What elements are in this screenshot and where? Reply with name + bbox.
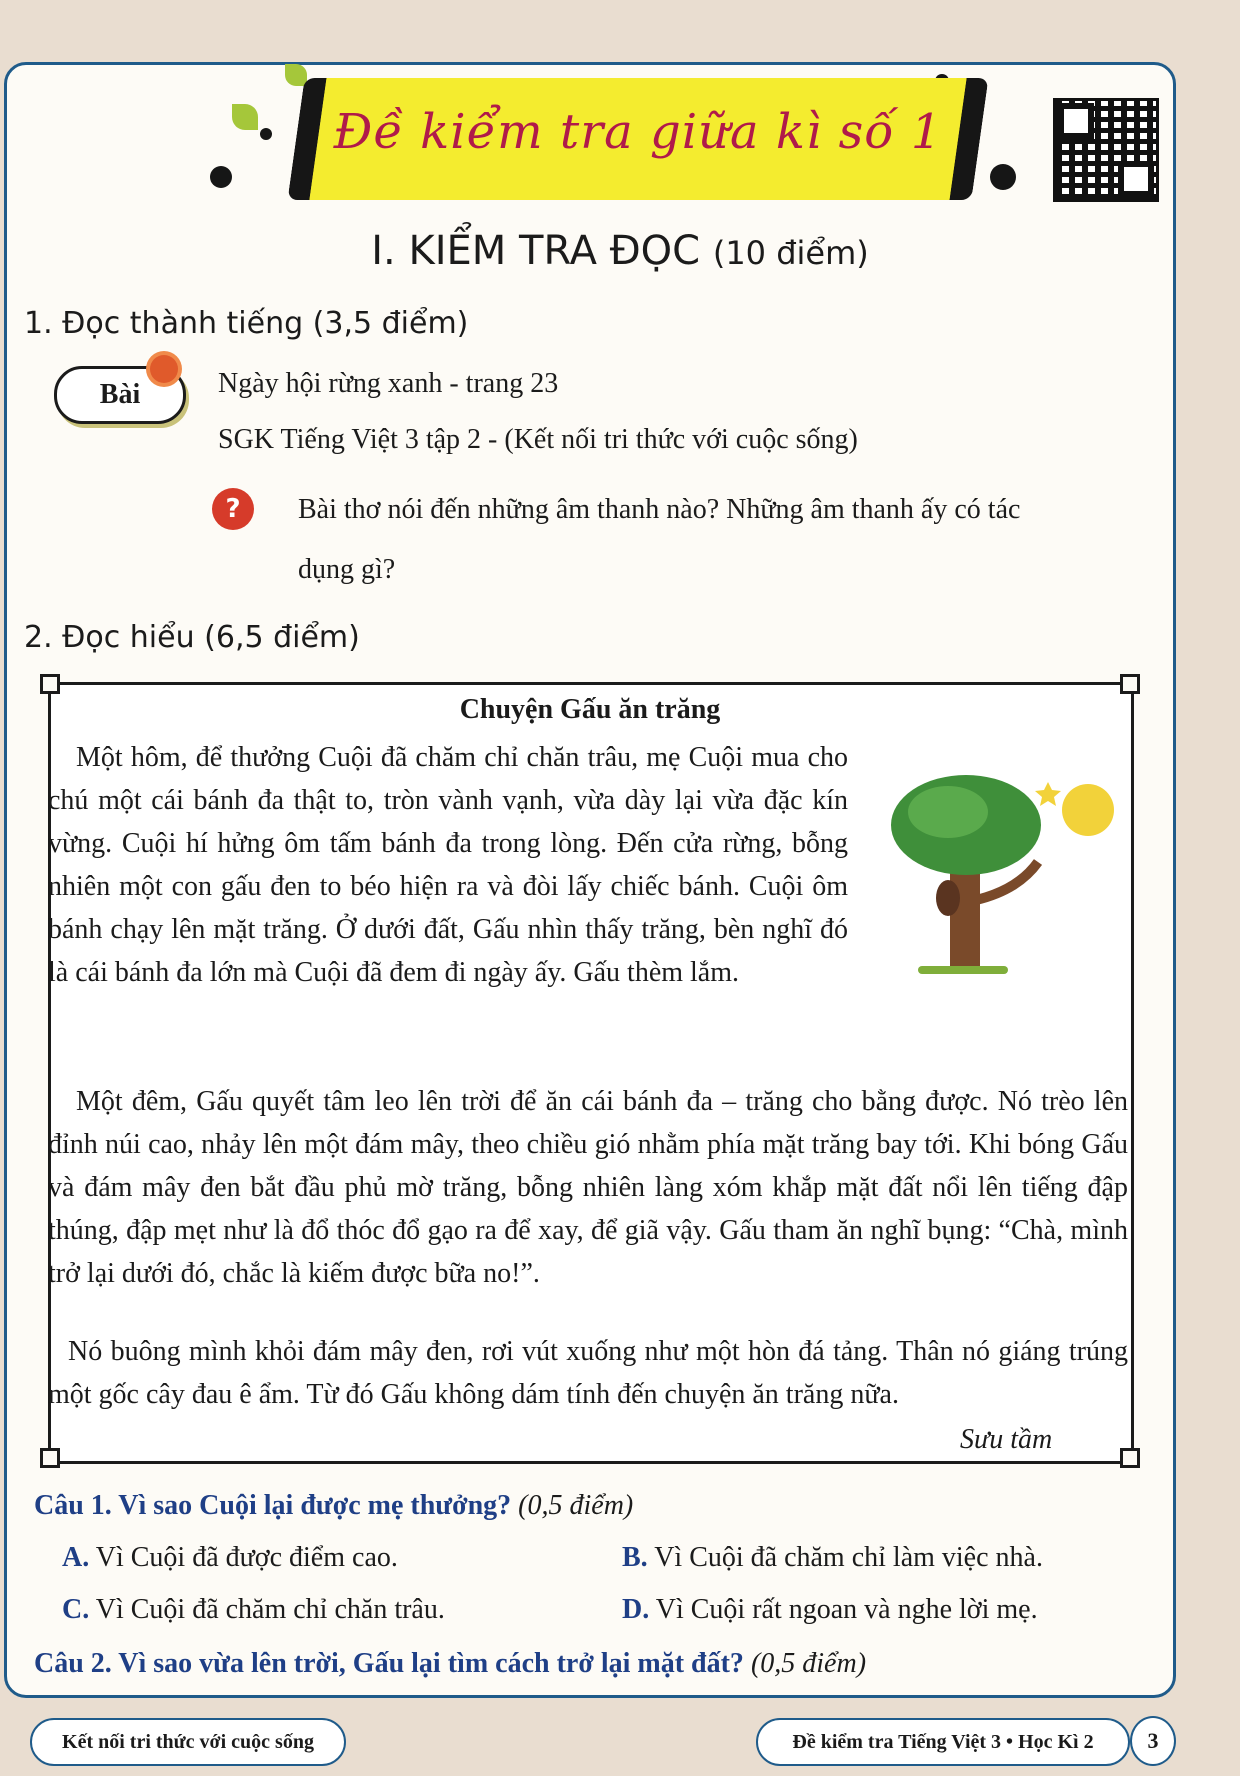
decor-dot: [260, 128, 272, 140]
footer-series-label: Kết nối tri thức với cuộc sống: [30, 1718, 346, 1766]
option-c[interactable]: [62, 1594, 445, 1626]
reading-question-line2: dụng gì?: [298, 554, 396, 585]
story-paragraph-1: Một hôm, để thưởng Cuội đã chăm chỉ chăn trâu, mẹ Cuội mua cho chú một cái bánh đa thật to, tròn vành vạnh, vừa dày lại vừa đặc kín vừng. Cuội hí hửng ôm tấm bánh đa trong lòng. Đến cửa rừng, bỗng nhiên một con gấu đen to béo hiện ra và đòi lấy chiếc bánh. Cuội ôm bánh chạy lên mặt trăng. Ở dưới đất, Gấu nhìn thấy trăng, bèn nghĩ đó là cái bánh đa lớn mà Cuội đã đem đi ngày ấy. Gấu thèm lắm.: [48, 742, 848, 988]
page-number: 3: [1130, 1716, 1176, 1766]
story-source: Sưu tầm: [960, 1424, 1053, 1455]
ground-grass: [918, 966, 1008, 974]
reading-aloud-heading: 1. Đọc thành tiếng (3,5 điểm): [24, 306, 469, 341]
question-1: [34, 1490, 633, 1522]
option-b-letter: B.: [622, 1542, 648, 1573]
option-c-text: Vì Cuội đã chăm chỉ chăn trâu.: [95, 1594, 445, 1625]
question-1-points: (0,5 điểm): [518, 1490, 634, 1521]
flower-icon: [150, 355, 178, 383]
question-1-label: Câu 1. Vì sao Cuội lại được mẹ thưởng?: [34, 1490, 512, 1521]
comprehension-heading: 2. Đọc hiểu (6,5 điểm): [24, 620, 360, 655]
exam-title: Đề kiểm tra giữa kì số 1: [333, 104, 943, 160]
option-d-letter: D.: [622, 1594, 650, 1625]
question-2: [34, 1648, 866, 1680]
lesson-badge: Bài: [54, 366, 186, 424]
option-c-letter: C.: [62, 1594, 90, 1625]
section-points: (10 điểm): [712, 234, 869, 272]
box-corner: [1120, 1448, 1140, 1468]
decor-leaf: [232, 104, 258, 130]
box-corner: [40, 1448, 60, 1468]
option-b-text: Vì Cuội đã chăm chỉ làm việc nhà.: [654, 1542, 1043, 1573]
option-a[interactable]: [62, 1542, 398, 1574]
story-paragraph-3: Nó buông mình khỏi đám mây đen, rơi vút xuống như một hòn đá tảng. Thân nó giáng trúng một gốc cây đau ê ẩm. Từ đó Gấu không dám tính đến chuyện ăn trăng nữa.: [48, 1336, 1128, 1410]
box-corner: [1120, 674, 1140, 694]
option-a-letter: A.: [62, 1542, 90, 1573]
qr-code-icon[interactable]: [1053, 98, 1159, 202]
star-icon: [1035, 782, 1061, 806]
decor-dot: [990, 164, 1016, 190]
question-mark-icon: ?: [212, 488, 254, 530]
bear-figure: [936, 880, 960, 916]
decor-leaf: [285, 64, 307, 86]
question-2-points: (0,5 điểm): [750, 1648, 867, 1679]
section-heading-text: I. KIỂM TRA ĐỌC: [371, 228, 701, 274]
lesson-source: SGK Tiếng Việt 3 tập 2 - (Kết nối tri thức với cuộc sống): [218, 424, 858, 455]
section-heading: [0, 228, 1240, 274]
option-b[interactable]: [622, 1542, 1043, 1574]
reading-question-line1: Bài thơ nói đến những âm thanh nào? Những âm thanh ấy có tác: [298, 494, 1021, 525]
decor-dot: [210, 166, 232, 188]
story-title: Chuyện Gấu ăn trăng: [459, 694, 721, 725]
story-paragraph-2: Một đêm, Gấu quyết tâm leo lên trời để ăn cái bánh đa – trăng cho bằng được. Nó trèo lên đỉnh núi cao, nhảy lên một đám mây, theo chiều gió nhằm phía mặt trăng bay tới. Khi bóng Gấu và đám mây đen bắt đầu phủ mờ trăng, bỗng nhiên làng xóm khắp mặt đất nổi lên tiếng đập thúng, đập mẹt như là đổ thóc đổ gạo ra để xay, để giã vậy. Gấu tham ăn nghĩ bụng: “Chà, mình trở lại dưới đó, chắc là kiếm được bữa no!”.: [48, 1086, 1128, 1289]
option-d-text: Vì Cuội rất ngoan và nghe lời mẹ.: [655, 1594, 1038, 1625]
option-d[interactable]: [622, 1594, 1038, 1626]
footer-book-label: Đề kiểm tra Tiếng Việt 3 • Học Kì 2: [756, 1718, 1130, 1766]
moon-icon: [1062, 784, 1114, 836]
tree-bear-moon-illustration: [888, 770, 1118, 980]
option-a-text: Vì Cuội đã được điểm cao.: [95, 1542, 398, 1573]
lesson-title: Ngày hội rừng xanh - trang 23: [218, 368, 559, 399]
box-corner: [40, 674, 60, 694]
tree-canopy-light: [908, 786, 988, 838]
question-2-label: Câu 2. Vì sao vừa lên trời, Gấu lại tìm cách trở lại mặt đất?: [34, 1648, 744, 1679]
